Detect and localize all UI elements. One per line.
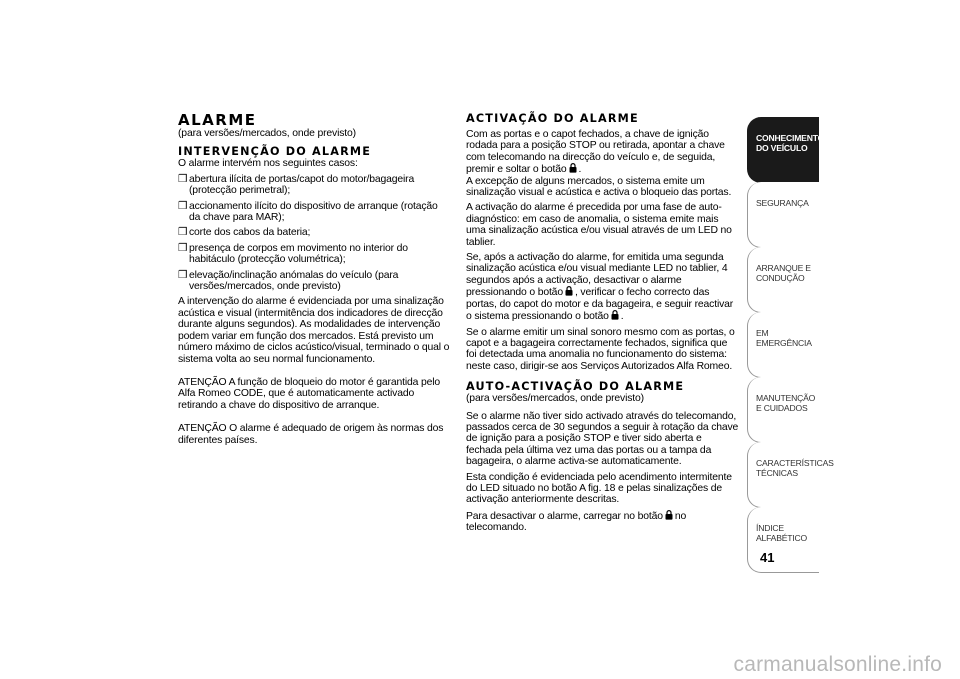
square-bullet-icon: ❒ (178, 269, 188, 281)
tab-conhecimento-do-veiculo[interactable]: CONHECIMENTO DO VEÍCULO (747, 117, 819, 183)
padlock-key-icon (565, 286, 573, 296)
tab-caracteristicas-tecnicas[interactable]: CARACTERÍSTICAS TÉCNICAS (747, 442, 819, 508)
list-item: ❒ corte dos cabos da bateria; (178, 227, 311, 239)
square-bullet-icon: ❒ (178, 227, 188, 239)
page-title: ALARME (178, 111, 257, 129)
paragraph: Se o alarme emitir um sinal sonoro mesmo com as portas, o capot e a bagageira correctamente fechados, significa que foi detectada uma anomalia no funcionamento do sistema: neste caso, dirigir-se aos Serviços Autorizados Alfa Romeo. (466, 326, 735, 372)
list-item: ❒ presença de corpos em movimento no interior do habitáculo (protecção volumétrica); (178, 242, 408, 266)
square-bullet-icon: ❒ (178, 242, 188, 254)
list-item: ❒ abertura ilícita de portas/capot do motor/bagageira (protecção perimetral); (178, 173, 415, 197)
tab-indice-alfabetico[interactable]: ÍNDICE ALFABÉTICO (747, 507, 819, 573)
paragraph: A excepção de alguns mercados, o sistema emite um sinalização visual e acústica e activa o bloqueio das portas. (466, 175, 732, 199)
tab-manutencao-e-cuidados[interactable]: MANUTENÇÃO E CUIDADOS (747, 377, 819, 443)
paragraph: Se o alarme não tiver sido activado através do telecomando, passados cerca de 30 segundos a seguir à rotação da chave de ignição para a posição STOP e tiver sido aberta e fechada pela última vez uma das portas ou a tampa da bagageira, o alarme activa-se automaticamente. (466, 410, 739, 468)
intro-text: O alarme intervém nos seguintes casos: (178, 158, 358, 170)
list-item: ❒ accionamento ilícito do dispositivo de arranque (rotação da chave para MAR); (178, 200, 438, 224)
watermark: carmanualsonline.info (733, 653, 942, 676)
section-title-intervencao: INTERVENÇÃO DO ALARME (178, 145, 372, 159)
paragraph: Esta condição é evidenciada pelo acendimento intermitente do LED situado no botão A fig. 18 e pelas sinalizações de activação anteriormente descritas. (466, 471, 732, 506)
section-subtitle: (para versões/mercados, onde previsto) (466, 393, 644, 405)
right-column (466, 112, 740, 538)
left-column (178, 112, 450, 450)
paragraph: Com as portas e o capot fechados, a chave de ignição rodada para a posição STOP ou retirada, apontar a chave com telecomando na direcção do veículo e, de seguida, premir e soltar o botão . (466, 129, 725, 176)
square-bullet-icon: ❒ (178, 200, 188, 212)
title-subtitle: (para versões/mercados, onde previsto) (178, 128, 356, 139)
tab-em-emergencia[interactable]: EM EMERGÊNCIA (747, 312, 819, 378)
padlock-key-icon (611, 310, 619, 320)
paragraph: A intervenção do alarme é evidenciada por uma sinalização acústica e visual (intermitência dos indicadores de direcção durante alguns segundos). As modalidades de intervenção podem variar em função dos mercados. Está previsto um número máximo de ciclos acústico/visual, terminado o qual o sistema volta ao seu normal funcionamento. (178, 296, 450, 365)
chapter-tabs (747, 117, 834, 573)
section-title-activacao: ACTIVAÇÃO DO ALARME (466, 112, 639, 125)
paragraph: A activação do alarme é precedida por uma fase de auto-diagnóstico: em caso de anomalia, o sistema emite mais uma sinalização acústica e/ou visual através de um LED no tablier. (466, 202, 732, 248)
padlock-key-icon (665, 510, 673, 520)
tab-arranque-e-conducao[interactable]: ARRANQUE E CONDUÇÃO (747, 247, 819, 313)
tab-seguranca[interactable]: SEGURANÇA (747, 182, 819, 248)
paragraph: Se, após a activação do alarme, for emitida uma segunda sinalização acústica e/ou visual mediante LED no tablier, 4 segundos após a activação, desactivar o alarme pressionando o botão , verificar o fecho correcto das portas, do capot do motor e da bagageira, e seguir reactivar o sistema pressionando o botão . (466, 252, 734, 323)
page-number: 41 (760, 550, 775, 565)
paragraph: Para desactivar o alarme, carregar no botão no telecomando. (466, 510, 687, 534)
square-bullet-icon: ❒ (178, 173, 188, 185)
padlock-key-icon (569, 163, 577, 173)
list-item: ❒ elevação/inclinação anómalas do veículo (para versões/mercados, onde previsto) (178, 269, 399, 293)
section-title-auto-activacao: AUTO-ACTIVAÇÃO DO ALARME (466, 380, 685, 394)
attention-note: ATENÇÃO O alarme é adequado de origem às normas dos diferentes países. (178, 423, 444, 446)
attention-note: ATENÇÃO A função de bloqueio do motor é garantida pelo Alfa Romeo CODE, que é automaticamente activado retirando a chave do dispositivo de arranque. (178, 376, 441, 411)
